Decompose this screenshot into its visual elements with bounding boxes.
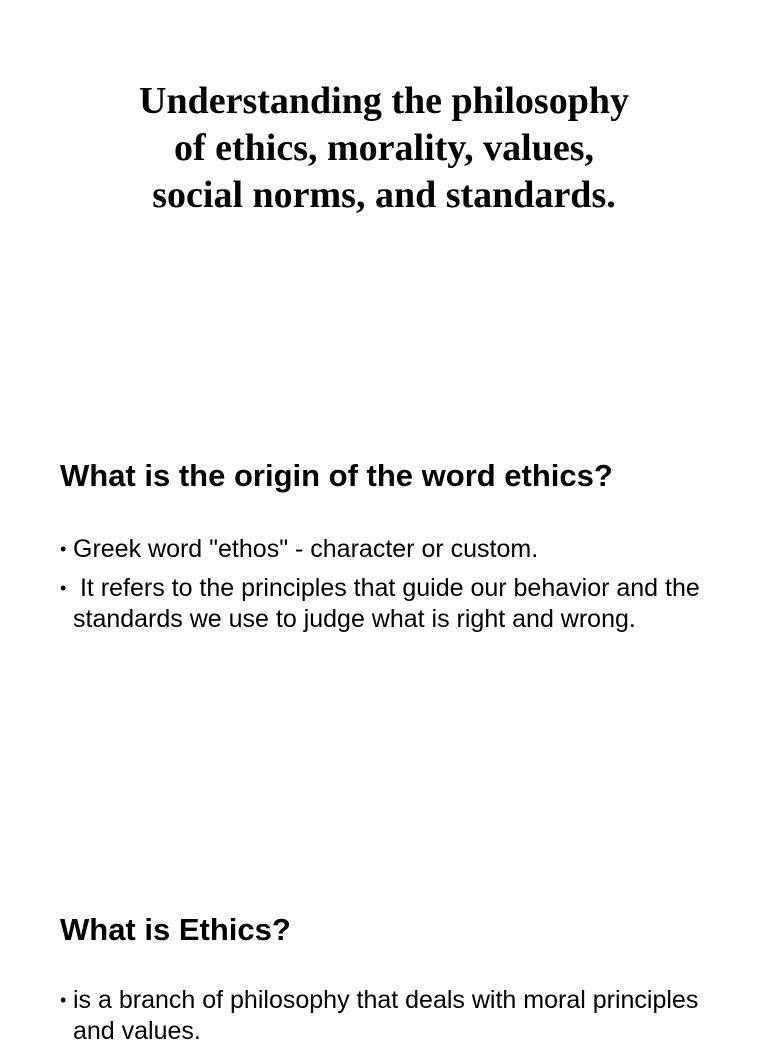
bullet-list (60, 985, 740, 1047)
title-slide (0, 78, 768, 219)
title-line: of ethics, morality, values, (173, 127, 595, 169)
section-what-is-ethics (60, 912, 740, 1055)
section-ethics-origin (60, 458, 740, 643)
bullet-list (60, 534, 740, 635)
bullet-dot-icon: • (60, 539, 67, 559)
bullet-item (60, 573, 740, 635)
bullet-text: It refers to the principles that guide our behavior and the standards we use to judge what is right and wrong. (73, 574, 707, 633)
bullet-item (60, 534, 740, 565)
section-heading: What is Ethics? (60, 912, 291, 947)
bullet-item (60, 985, 740, 1047)
bullet-dot-icon: • (60, 990, 67, 1010)
title-line: social norms, and standards. (152, 174, 616, 216)
bullet-dot-icon: • (60, 578, 67, 598)
bullet-text: Greek word "ethos" - character or custom. (73, 535, 539, 563)
title-line: Understanding the philosophy (139, 80, 629, 122)
section-heading: What is the origin of the word ethics? (60, 458, 613, 493)
bullet-text: is a branch of philosophy that deals with moral principles and values. (73, 986, 706, 1045)
